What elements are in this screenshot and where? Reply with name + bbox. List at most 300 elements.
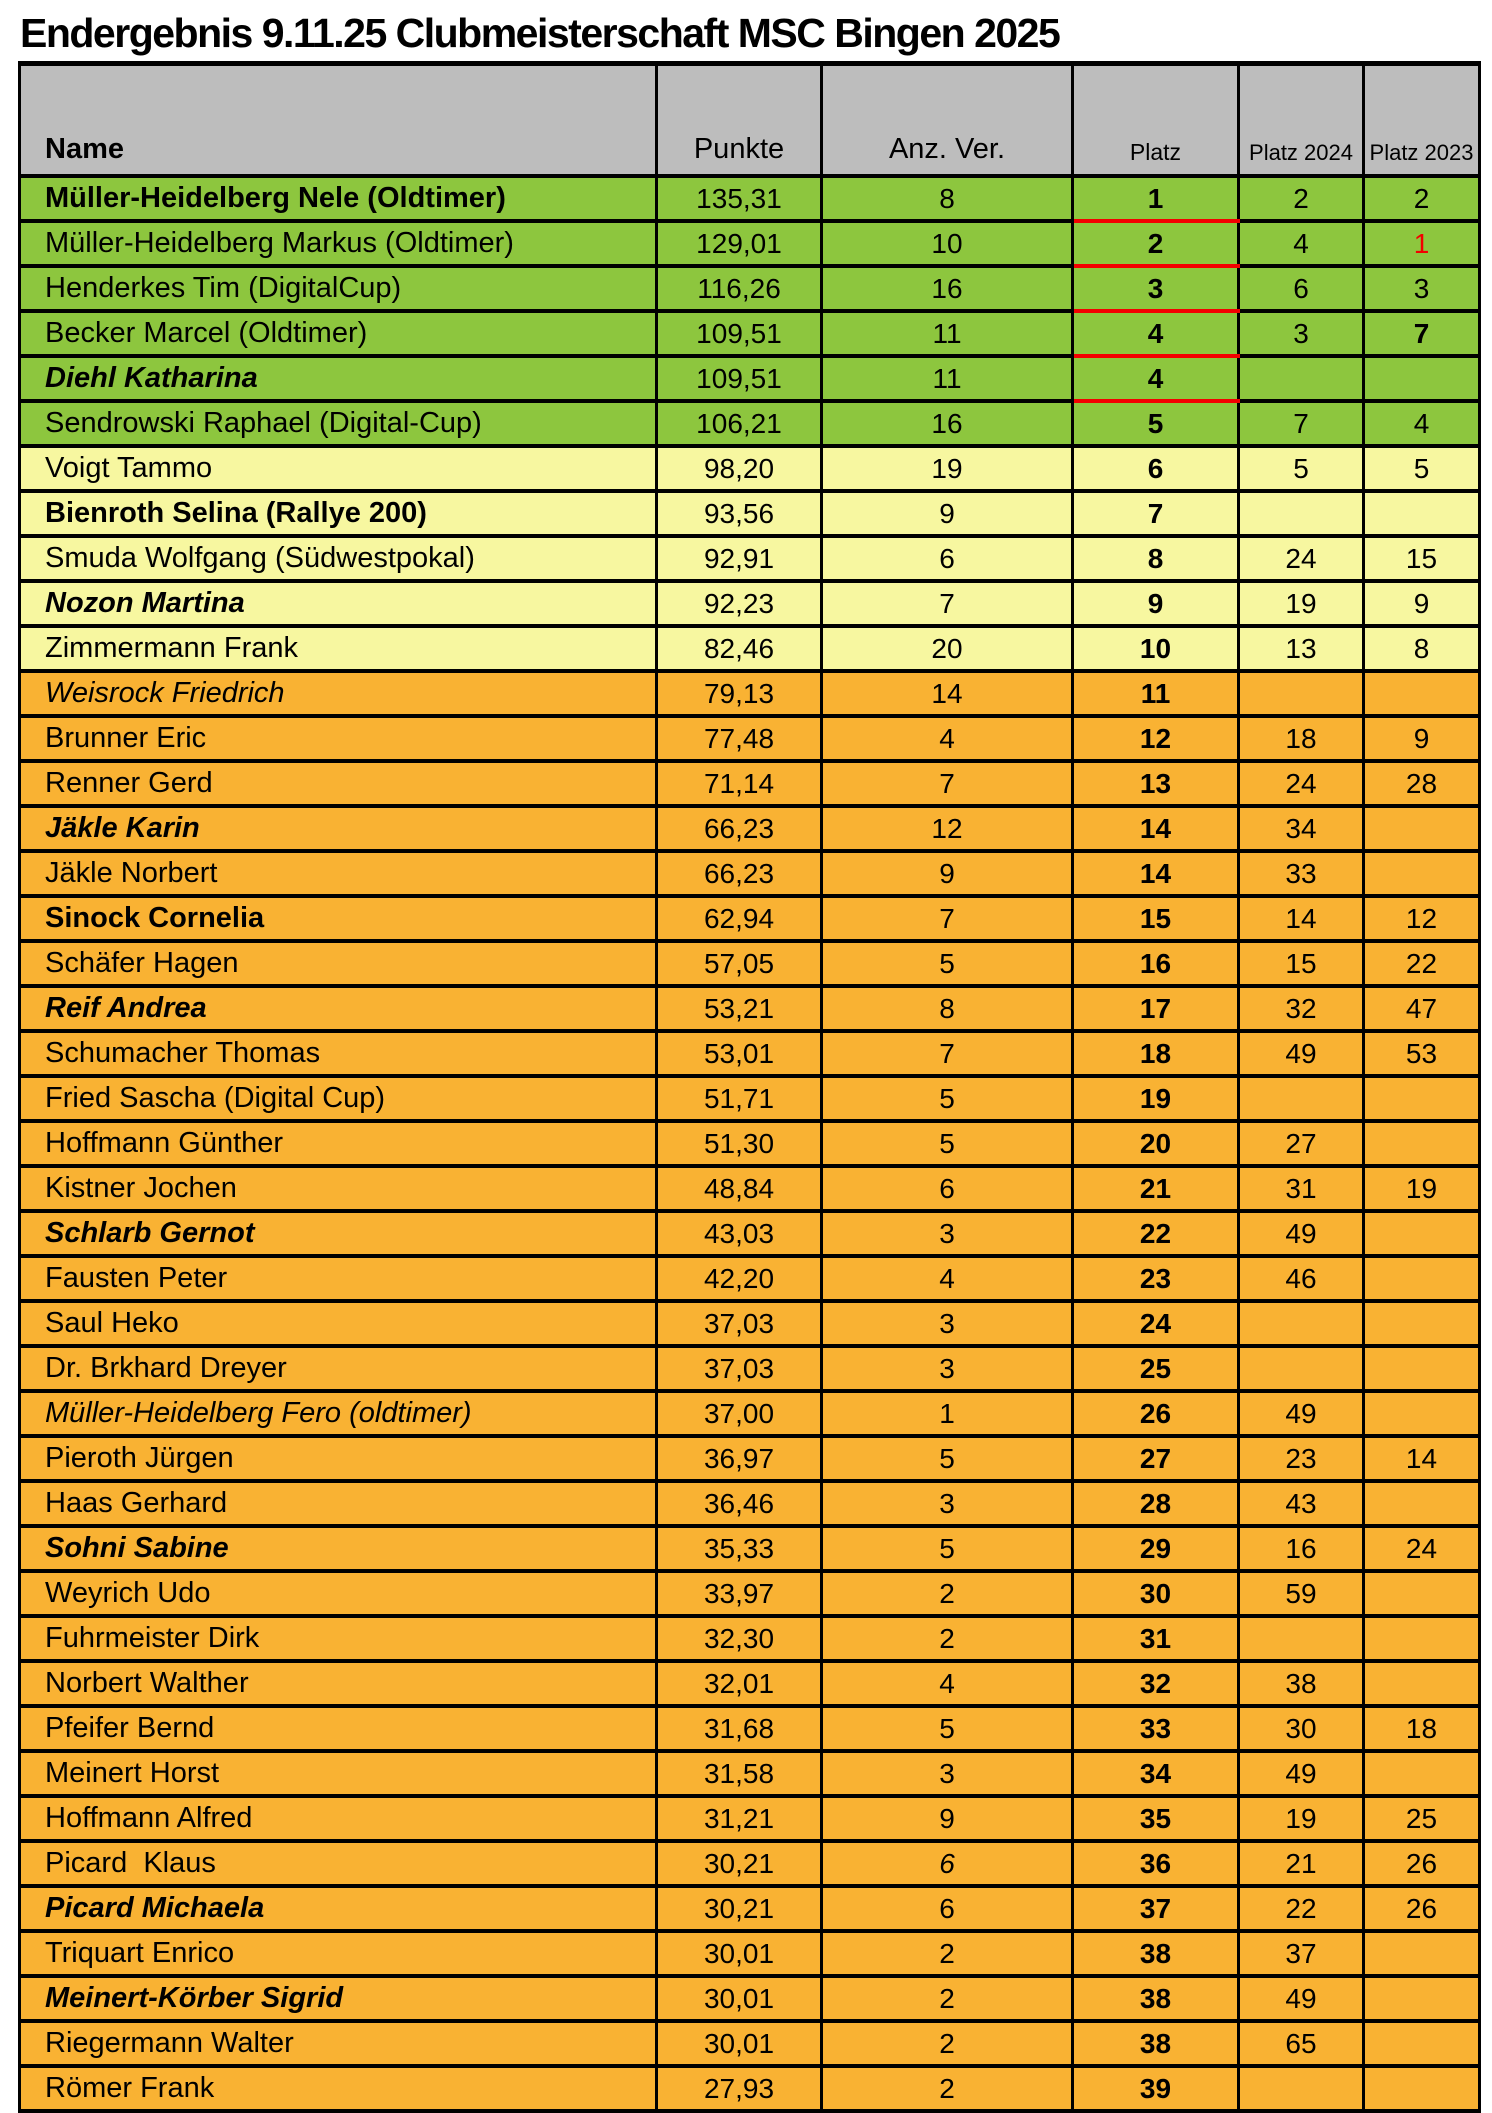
cell-anz-ver: 2 [822, 2021, 1073, 2066]
cell-platz-2023 [1364, 671, 1480, 716]
cell-platz: 12 [1073, 716, 1239, 761]
cell-platz: 19 [1073, 1076, 1239, 1121]
cell-platz: 38 [1073, 2021, 1239, 2066]
cell-platz-2024: 22 [1239, 1886, 1364, 1931]
cell-punkte: 109,51 [657, 356, 822, 401]
cell-name: Jäkle Karin [20, 806, 657, 851]
results-rows [20, 176, 1480, 2111]
cell-platz: 2 [1073, 221, 1239, 266]
cell-anz-ver: 5 [822, 1121, 1073, 1166]
cell-platz: 26 [1073, 1391, 1239, 1436]
cell-anz-ver: 5 [822, 1076, 1073, 1121]
cell-name: Pfeifer Bernd [20, 1706, 657, 1751]
cell-name: Jäkle Norbert [20, 851, 657, 896]
cell-platz-2024: 34 [1239, 806, 1364, 851]
cell-platz-2024: 2 [1239, 176, 1364, 221]
cell-name: Müller-Heidelberg Fero (oldtimer) [20, 1391, 657, 1436]
cell-platz-2024: 6 [1239, 266, 1364, 311]
cell-platz-2024: 33 [1239, 851, 1364, 896]
cell-platz-2024: 23 [1239, 1436, 1364, 1481]
header-platz-2024: Platz 2024 [1239, 64, 1364, 177]
cell-punkte: 42,20 [657, 1256, 822, 1301]
cell-punkte: 53,21 [657, 986, 822, 1031]
cell-platz-2023: 9 [1364, 716, 1480, 761]
cell-punkte: 31,58 [657, 1751, 822, 1796]
cell-platz-2024: 15 [1239, 941, 1364, 986]
cell-name: Müller-Heidelberg Nele (Oldtimer) [20, 176, 657, 221]
cell-anz-ver: 1 [822, 1391, 1073, 1436]
cell-anz-ver: 14 [822, 671, 1073, 716]
cell-platz: 18 [1073, 1031, 1239, 1076]
cell-anz-ver: 16 [822, 401, 1073, 446]
header-name: Name [20, 64, 657, 177]
table-row [20, 671, 1480, 716]
table-row [20, 896, 1480, 941]
cell-anz-ver: 16 [822, 266, 1073, 311]
cell-platz-2024: 30 [1239, 1706, 1364, 1751]
cell-platz-2023 [1364, 1301, 1480, 1346]
cell-platz-2024: 21 [1239, 1841, 1364, 1886]
cell-platz-2023 [1364, 1391, 1480, 1436]
cell-platz-2024: 46 [1239, 1256, 1364, 1301]
table-row [20, 1076, 1480, 1121]
table-row [20, 941, 1480, 986]
cell-name: Hoffmann Günther [20, 1121, 657, 1166]
cell-punkte: 92,23 [657, 581, 822, 626]
cell-platz-2023: 18 [1364, 1706, 1480, 1751]
cell-name: Schumacher Thomas [20, 1031, 657, 1076]
cell-anz-ver: 7 [822, 761, 1073, 806]
cell-platz-2024 [1239, 1346, 1364, 1391]
cell-anz-ver: 2 [822, 1931, 1073, 1976]
cell-anz-ver: 6 [822, 1886, 1073, 1931]
table-row [20, 1436, 1480, 1481]
cell-platz-2023 [1364, 1346, 1480, 1391]
cell-name: Saul Heko [20, 1301, 657, 1346]
cell-platz: 21 [1073, 1166, 1239, 1211]
cell-platz-2023: 15 [1364, 536, 1480, 581]
cell-platz: 6 [1073, 446, 1239, 491]
header-platz-2023: Platz 2023 [1364, 64, 1480, 177]
cell-platz-2023 [1364, 1121, 1480, 1166]
cell-name: Sohni Sabine [20, 1526, 657, 1571]
cell-platz: 17 [1073, 986, 1239, 1031]
table-row [20, 1211, 1480, 1256]
cell-name: Henderkes Tim (DigitalCup) [20, 266, 657, 311]
cell-platz-2023 [1364, 1481, 1480, 1526]
cell-platz: 1 [1073, 176, 1239, 221]
cell-platz: 33 [1073, 1706, 1239, 1751]
cell-platz-2024 [1239, 2066, 1364, 2111]
cell-punkte: 32,30 [657, 1616, 822, 1661]
table-row [20, 1526, 1480, 1571]
cell-name: Weisrock Friedrich [20, 671, 657, 716]
cell-anz-ver: 4 [822, 1661, 1073, 1706]
cell-platz-2023 [1364, 1076, 1480, 1121]
cell-name: Norbert Walther [20, 1661, 657, 1706]
cell-anz-ver: 5 [822, 941, 1073, 986]
cell-name: Voigt Tammo [20, 446, 657, 491]
cell-name: Weyrich Udo [20, 1571, 657, 1616]
table-row [20, 1346, 1480, 1391]
cell-punkte: 82,46 [657, 626, 822, 671]
cell-punkte: 43,03 [657, 1211, 822, 1256]
cell-anz-ver: 4 [822, 1256, 1073, 1301]
cell-anz-ver: 2 [822, 1571, 1073, 1616]
cell-name: Meinert-Körber Sigrid [20, 1976, 657, 2021]
cell-platz: 27 [1073, 1436, 1239, 1481]
cell-platz-2024: 16 [1239, 1526, 1364, 1571]
cell-platz: 23 [1073, 1256, 1239, 1301]
table-row [20, 1391, 1480, 1436]
cell-anz-ver: 8 [822, 176, 1073, 221]
cell-platz-2023 [1364, 1661, 1480, 1706]
cell-anz-ver: 2 [822, 1616, 1073, 1661]
cell-platz: 11 [1073, 671, 1239, 716]
cell-punkte: 31,21 [657, 1796, 822, 1841]
cell-punkte: 98,20 [657, 446, 822, 491]
table-row [20, 1976, 1480, 2021]
cell-punkte: 109,51 [657, 311, 822, 356]
table-row [20, 2066, 1480, 2111]
table-row [20, 1886, 1480, 1931]
cell-punkte: 79,13 [657, 671, 822, 716]
cell-platz-2024: 27 [1239, 1121, 1364, 1166]
table-row [20, 221, 1480, 266]
table-row [20, 1256, 1480, 1301]
cell-platz-2024: 14 [1239, 896, 1364, 941]
cell-platz: 24 [1073, 1301, 1239, 1346]
cell-platz-2023: 12 [1364, 896, 1480, 941]
cell-punkte: 116,26 [657, 266, 822, 311]
cell-name: Meinert Horst [20, 1751, 657, 1796]
cell-platz: 8 [1073, 536, 1239, 581]
cell-platz-2024: 43 [1239, 1481, 1364, 1526]
cell-punkte: 62,94 [657, 896, 822, 941]
cell-platz: 35 [1073, 1796, 1239, 1841]
cell-platz-2023: 19 [1364, 1166, 1480, 1211]
table-row [20, 491, 1480, 536]
cell-platz-2023: 47 [1364, 986, 1480, 1031]
table-row [20, 1931, 1480, 1976]
cell-anz-ver: 6 [822, 1166, 1073, 1211]
cell-name: Schäfer Hagen [20, 941, 657, 986]
cell-platz: 15 [1073, 896, 1239, 941]
cell-platz-2023: 7 [1364, 311, 1480, 356]
cell-platz-2024: 3 [1239, 311, 1364, 356]
table-header [20, 64, 1480, 177]
cell-platz-2024: 7 [1239, 401, 1364, 446]
cell-platz: 25 [1073, 1346, 1239, 1391]
page-title: Endergebnis 9.11.25 Clubmeisterschaft MSC Bingen 2025 [20, 10, 1060, 56]
cell-name: Müller-Heidelberg Markus (Oldtimer) [20, 221, 657, 266]
cell-punkte: 71,14 [657, 761, 822, 806]
cell-platz-2024 [1239, 1301, 1364, 1346]
cell-platz-2023: 2 [1364, 176, 1480, 221]
cell-punkte: 30,01 [657, 2021, 822, 2066]
cell-anz-ver: 6 [822, 536, 1073, 581]
table-row [20, 401, 1480, 446]
cell-punkte: 92,91 [657, 536, 822, 581]
cell-name: Schlarb Gernot [20, 1211, 657, 1256]
cell-platz-2024: 49 [1239, 1751, 1364, 1796]
table-row [20, 1751, 1480, 1796]
cell-name: Fuhrmeister Dirk [20, 1616, 657, 1661]
cell-platz-2023 [1364, 2066, 1480, 2111]
cell-platz-2024: 19 [1239, 581, 1364, 626]
cell-platz: 38 [1073, 1976, 1239, 2021]
cell-anz-ver: 7 [822, 896, 1073, 941]
table-row [20, 266, 1480, 311]
cell-punkte: 30,01 [657, 1976, 822, 2021]
cell-platz: 34 [1073, 1751, 1239, 1796]
table-row [20, 446, 1480, 491]
table-row [20, 1841, 1480, 1886]
cell-platz-2024: 24 [1239, 536, 1364, 581]
cell-name: Triquart Enrico [20, 1931, 657, 1976]
cell-platz: 22 [1073, 1211, 1239, 1256]
cell-platz: 31 [1073, 1616, 1239, 1661]
cell-platz-2024: 49 [1239, 1031, 1364, 1076]
cell-platz: 16 [1073, 941, 1239, 986]
cell-platz: 32 [1073, 1661, 1239, 1706]
cell-platz-2023: 14 [1364, 1436, 1480, 1481]
cell-punkte: 30,21 [657, 1886, 822, 1931]
table-row [20, 1121, 1480, 1166]
cell-platz: 14 [1073, 806, 1239, 851]
cell-platz: 4 [1073, 311, 1239, 356]
cell-name: Römer Frank [20, 2066, 657, 2111]
cell-name: Becker Marcel (Oldtimer) [20, 311, 657, 356]
cell-punkte: 35,33 [657, 1526, 822, 1571]
cell-name: Fausten Peter [20, 1256, 657, 1301]
cell-platz-2024: 13 [1239, 626, 1364, 671]
cell-anz-ver: 19 [822, 446, 1073, 491]
cell-platz-2024 [1239, 1616, 1364, 1661]
header-row [20, 64, 1480, 177]
cell-anz-ver: 10 [822, 221, 1073, 266]
cell-platz-2024: 4 [1239, 221, 1364, 266]
cell-punkte: 30,01 [657, 1931, 822, 1976]
cell-platz: 20 [1073, 1121, 1239, 1166]
cell-platz-2023 [1364, 1976, 1480, 2021]
cell-punkte: 48,84 [657, 1166, 822, 1211]
table-row [20, 1706, 1480, 1751]
cell-platz-2024: 5 [1239, 446, 1364, 491]
cell-anz-ver: 3 [822, 1211, 1073, 1256]
table-row [20, 581, 1480, 626]
cell-punkte: 129,01 [657, 221, 822, 266]
header-anz-ver: Anz. Ver. [822, 64, 1073, 177]
table-row [20, 1616, 1480, 1661]
cell-anz-ver: 2 [822, 2066, 1073, 2111]
cell-anz-ver: 11 [822, 311, 1073, 356]
cell-platz-2024: 32 [1239, 986, 1364, 1031]
cell-name: Brunner Eric [20, 716, 657, 761]
cell-name: Sinock Cornelia [20, 896, 657, 941]
table-row [20, 1481, 1480, 1526]
cell-anz-ver: 5 [822, 1436, 1073, 1481]
cell-name: Kistner Jochen [20, 1166, 657, 1211]
cell-platz-2023 [1364, 1616, 1480, 1661]
cell-platz: 30 [1073, 1571, 1239, 1616]
cell-platz-2024: 49 [1239, 1211, 1364, 1256]
cell-platz-2023 [1364, 1211, 1480, 1256]
cell-punkte: 135,31 [657, 176, 822, 221]
cell-platz-2024: 59 [1239, 1571, 1364, 1616]
cell-anz-ver: 5 [822, 1526, 1073, 1571]
cell-platz-2024: 65 [1239, 2021, 1364, 2066]
cell-platz-2023: 5 [1364, 446, 1480, 491]
cell-platz-2023 [1364, 806, 1480, 851]
cell-platz-2023 [1364, 1571, 1480, 1616]
cell-punkte: 93,56 [657, 491, 822, 536]
cell-platz-2023: 3 [1364, 266, 1480, 311]
cell-name: Zimmermann Frank [20, 626, 657, 671]
cell-punkte: 66,23 [657, 851, 822, 896]
cell-name: Pieroth Jürgen [20, 1436, 657, 1481]
table-row [20, 806, 1480, 851]
cell-platz-2023: 22 [1364, 941, 1480, 986]
cell-punkte: 66,23 [657, 806, 822, 851]
table-row [20, 2021, 1480, 2066]
cell-platz: 14 [1073, 851, 1239, 896]
table-row [20, 536, 1480, 581]
cell-platz-2024 [1239, 356, 1364, 401]
cell-name: Fried Sascha (Digital Cup) [20, 1076, 657, 1121]
cell-platz-2023 [1364, 1931, 1480, 1976]
cell-anz-ver: 8 [822, 986, 1073, 1031]
cell-platz-2024 [1239, 1076, 1364, 1121]
cell-anz-ver: 7 [822, 581, 1073, 626]
cell-punkte: 106,21 [657, 401, 822, 446]
cell-punkte: 30,21 [657, 1841, 822, 1886]
table-row [20, 761, 1480, 806]
cell-punkte: 33,97 [657, 1571, 822, 1616]
cell-platz-2023: 4 [1364, 401, 1480, 446]
cell-platz-2024: 37 [1239, 1931, 1364, 1976]
cell-name: Hoffmann Alfred [20, 1796, 657, 1841]
cell-punkte: 57,05 [657, 941, 822, 986]
cell-platz-2024: 18 [1239, 716, 1364, 761]
table-row [20, 1796, 1480, 1841]
cell-name: Reif Andrea [20, 986, 657, 1031]
cell-platz: 9 [1073, 581, 1239, 626]
cell-name: Diehl Katharina [20, 356, 657, 401]
cell-platz-2023: 8 [1364, 626, 1480, 671]
cell-punkte: 36,46 [657, 1481, 822, 1526]
cell-anz-ver: 6 [822, 1841, 1073, 1886]
table-row [20, 626, 1480, 671]
cell-punkte: 36,97 [657, 1436, 822, 1481]
cell-platz: 3 [1073, 266, 1239, 311]
cell-anz-ver: 5 [822, 1706, 1073, 1751]
cell-name: Picard Klaus [20, 1841, 657, 1886]
cell-platz-2024 [1239, 671, 1364, 716]
cell-platz-2023: 26 [1364, 1841, 1480, 1886]
cell-platz: 36 [1073, 1841, 1239, 1886]
cell-platz-2024: 31 [1239, 1166, 1364, 1211]
cell-anz-ver: 7 [822, 1031, 1073, 1076]
cell-platz-2023 [1364, 1751, 1480, 1796]
cell-name: Haas Gerhard [20, 1481, 657, 1526]
header-platz: Platz [1073, 64, 1239, 177]
cell-platz: 28 [1073, 1481, 1239, 1526]
table-row [20, 311, 1480, 356]
cell-platz: 37 [1073, 1886, 1239, 1931]
cell-name: Dr. Brkhard Dreyer [20, 1346, 657, 1391]
cell-anz-ver: 20 [822, 626, 1073, 671]
table-row [20, 716, 1480, 761]
results-table [18, 61, 1481, 2113]
cell-platz-2023 [1364, 2021, 1480, 2066]
table-row [20, 1301, 1480, 1346]
cell-name: Picard Michaela [20, 1886, 657, 1931]
table-row [20, 1166, 1480, 1211]
cell-name: Nozon Martina [20, 581, 657, 626]
cell-platz: 29 [1073, 1526, 1239, 1571]
cell-platz: 38 [1073, 1931, 1239, 1976]
cell-platz-2023 [1364, 851, 1480, 896]
cell-platz: 7 [1073, 491, 1239, 536]
table-row [20, 986, 1480, 1031]
table-row [20, 176, 1480, 221]
cell-punkte: 53,01 [657, 1031, 822, 1076]
cell-anz-ver: 9 [822, 1796, 1073, 1841]
cell-punkte: 31,68 [657, 1706, 822, 1751]
cell-platz-2023: 9 [1364, 581, 1480, 626]
cell-platz-2023: 1 [1364, 221, 1480, 266]
cell-platz-2024: 19 [1239, 1796, 1364, 1841]
table-row [20, 356, 1480, 401]
cell-anz-ver: 2 [822, 1976, 1073, 2021]
cell-platz: 4 [1073, 356, 1239, 401]
cell-anz-ver: 12 [822, 806, 1073, 851]
cell-anz-ver: 9 [822, 491, 1073, 536]
cell-punkte: 77,48 [657, 716, 822, 761]
cell-name: Sendrowski Raphael (Digital-Cup) [20, 401, 657, 446]
cell-punkte: 51,30 [657, 1121, 822, 1166]
cell-punkte: 37,00 [657, 1391, 822, 1436]
header-punkte: Punkte [657, 64, 822, 177]
cell-anz-ver: 4 [822, 716, 1073, 761]
cell-platz-2024: 38 [1239, 1661, 1364, 1706]
cell-platz-2023 [1364, 1256, 1480, 1301]
cell-platz-2023 [1364, 491, 1480, 536]
cell-punkte: 51,71 [657, 1076, 822, 1121]
cell-platz-2024: 49 [1239, 1976, 1364, 2021]
cell-anz-ver: 11 [822, 356, 1073, 401]
cell-platz: 39 [1073, 2066, 1239, 2111]
cell-anz-ver: 9 [822, 851, 1073, 896]
cell-anz-ver: 3 [822, 1346, 1073, 1391]
table-row [20, 851, 1480, 896]
table-row [20, 1571, 1480, 1616]
cell-platz-2023: 24 [1364, 1526, 1480, 1571]
cell-platz-2023 [1364, 356, 1480, 401]
cell-punkte: 27,93 [657, 2066, 822, 2111]
cell-name: Bienroth Selina (Rallye 200) [20, 491, 657, 536]
cell-platz-2023: 53 [1364, 1031, 1480, 1076]
cell-platz-2023: 26 [1364, 1886, 1480, 1931]
cell-punkte: 32,01 [657, 1661, 822, 1706]
cell-platz-2023: 25 [1364, 1796, 1480, 1841]
cell-punkte: 37,03 [657, 1301, 822, 1346]
cell-platz: 5 [1073, 401, 1239, 446]
cell-name: Renner Gerd [20, 761, 657, 806]
cell-punkte: 37,03 [657, 1346, 822, 1391]
cell-name: Smuda Wolfgang (Südwestpokal) [20, 536, 657, 581]
